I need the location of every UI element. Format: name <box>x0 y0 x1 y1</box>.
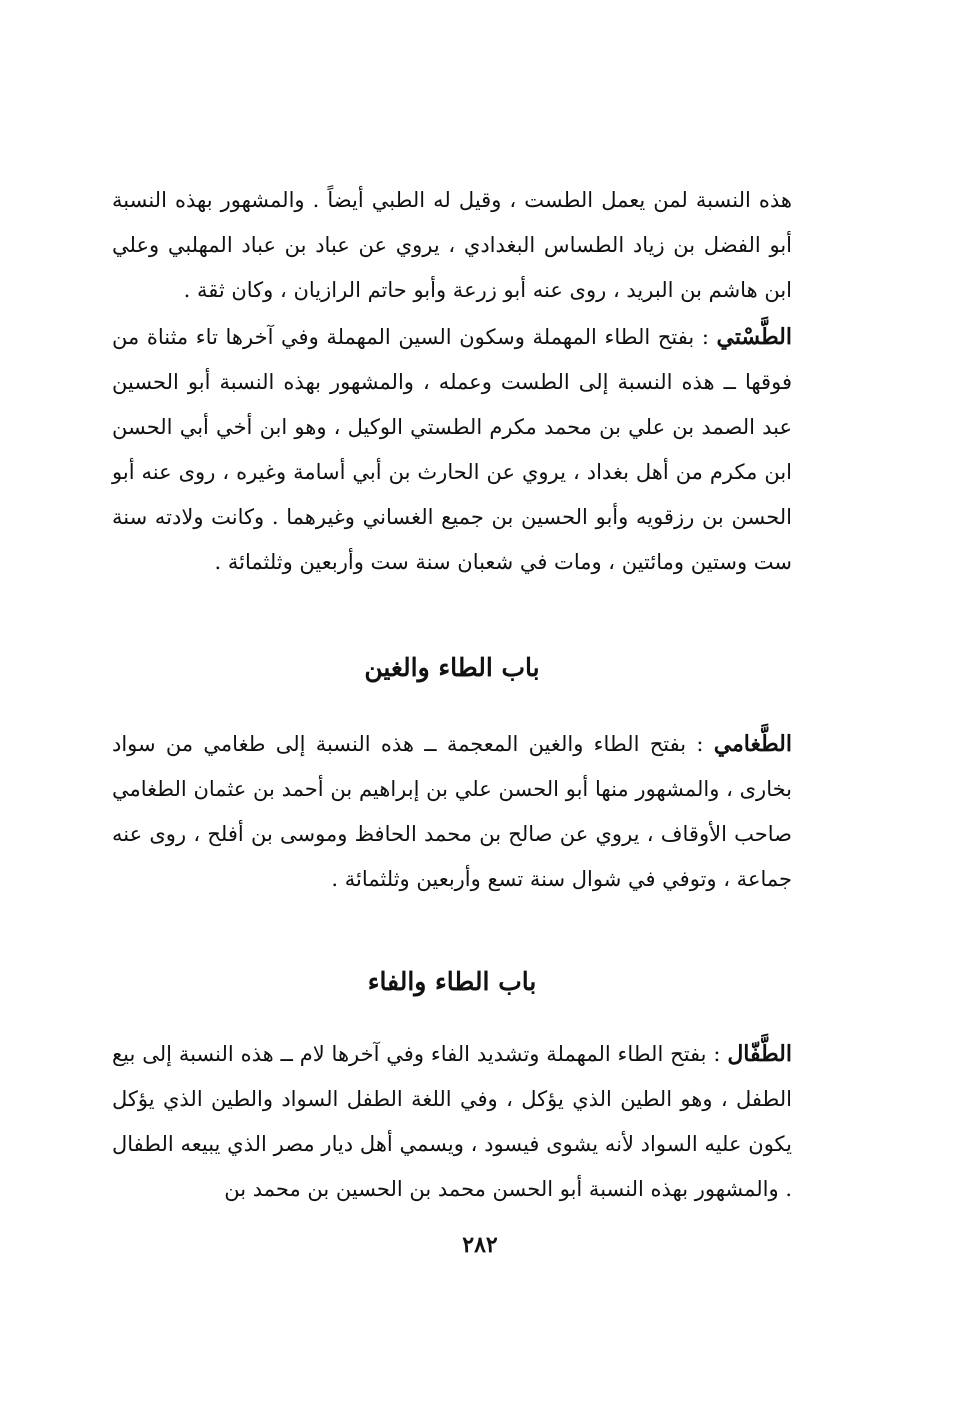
entry-term: الطَّغامي <box>713 731 792 757</box>
section-heading-taa-faa: باب الطاء والفاء <box>367 967 537 996</box>
entry-term: الطَّسْتي <box>716 324 792 350</box>
entry-body: : بفتح الطاء المهملة وتشديد الفاء وفي آخرها لام ــ هذه النسبة إلى بيع الطفل ، وهو الطين الذي يؤكل ، وفي اللغة الطفل السواد والطين الذي يؤكل يكون عليه السواد لأنه يشوى فيسود ، ويسمي أهل ديار مصر الذي يبيعه الطفال . والمشهور بهذه النسبة أبو الحسن محمد بن الحسين بن محمد بن <box>112 1042 792 1201</box>
paragraph-content <box>112 722 792 902</box>
entry-body: : بفتح الطاء والغين المعجمة ــ هذه النسبة إلى طغامي من سواد بخارى ، والمشهور منها أبو الحسن علي بن إبراهيم بن أحمد بن عثمان الطغامي صاحب الأوقاف ، يروي عن صالح بن محمد الحافظ وموسى بن أفلح ، روى عنه جماعة ، وتوفي في شوال سنة تسع وأربعين وثلثمائة . <box>112 732 792 891</box>
paragraph-taffal <box>112 1032 792 1212</box>
paragraph-tasti <box>112 315 792 585</box>
page-number: ٢٨٢ <box>462 1232 498 1258</box>
entry-body: : بفتح الطاء المهملة وسكون السين المهملة وفي آخرها تاء مثناة من فوقها ــ هذه النسبة إلى الطست وعمله ، والمشهور بهذه النسبة أبو الحسين عبد الصمد بن علي بن محمد مكرم الطستي الوكيل ، وهو ابن أخي أبي الحسن ابن مكرم من أهل بغداد ، يروي عن الحارث بن أبي أسامة وغيره ، روى عنه أبو الحسن بن رزقويه وأبو الحسين بن جميع الغساني وغيرهما . وكانت ولادته سنة ست وستين ومائتين ، ومات في شعبان سنة ست وأربعين وثلثمائة . <box>112 325 792 574</box>
paragraph-text: هذه النسبة لمن يعمل الطست ، وقيل له الطبي أيضاً . والمشهور بهذه النسبة أبو الفضل بن زياد الطساس البغدادي ، يروي عن عباد بن عباد المهلبي وعلي ابن هاشم بن البريد ، روى عنه أبو زرعة وأبو حاتم الرازيان ، وكان ثقة . <box>112 188 792 302</box>
paragraph-tassas <box>112 178 792 313</box>
paragraph-content <box>112 1032 792 1212</box>
paragraph-content <box>112 315 792 585</box>
section-heading-taa-ghayn: باب الطاء والغين <box>364 653 540 682</box>
entry-term: الطَّفّال <box>727 1041 792 1067</box>
paragraph-taghami <box>112 722 792 902</box>
